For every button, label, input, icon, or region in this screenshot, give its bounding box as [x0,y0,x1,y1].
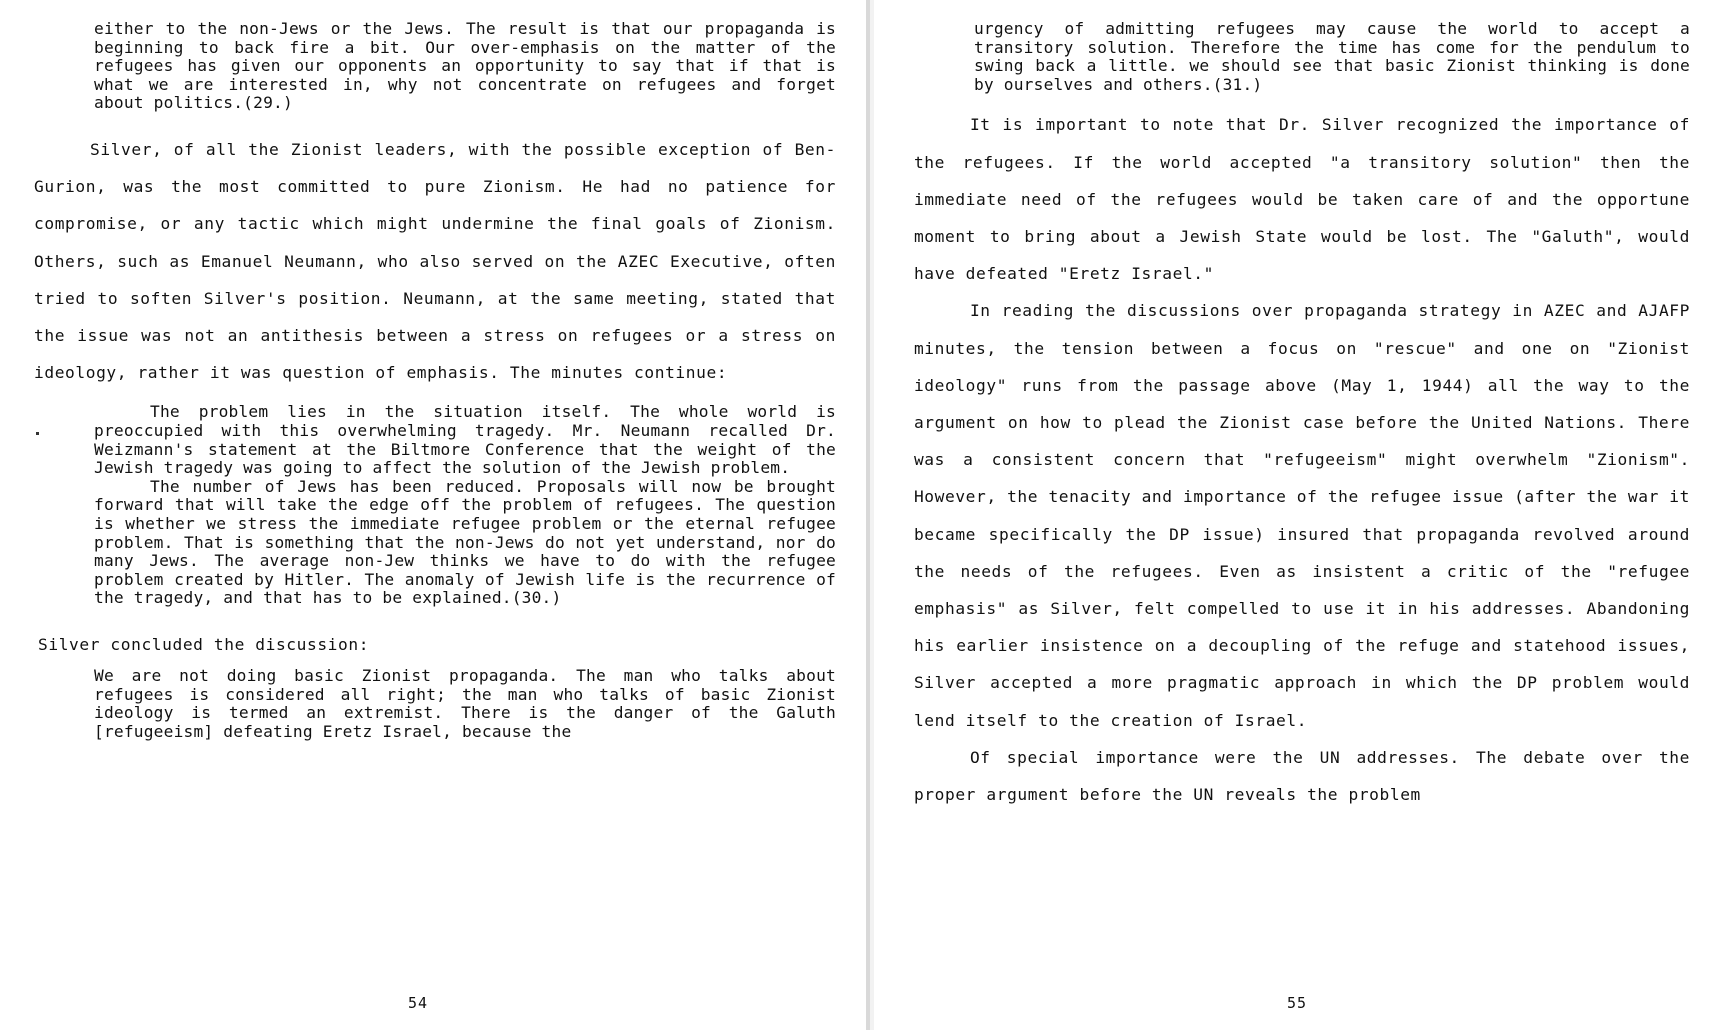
lead-in-text: Silver concluded the discussion: [38,634,370,654]
page-number: 54 [407,994,429,1012]
block-quote-top: urgency of admitting refugees may cause the world to accept a transitory solution. Therefore the time has come for the pendulum to swing back a little. we should see that basic Zionist thinking is done by ourselves and others.(31.) [973,19,1690,94]
block-quote-silver: We are not doing basic Zionist propaganda. The man who talks about refugees is considered all right; the man who talks of basic Zionist ideology is termed an extremist. There is the danger of the Galuth [refugeeism] defeating Eretz Israel, because the [94,666,836,741]
quote-text: The problem lies in the situation itself. The whole world is preoccupied with this overwhelming tragedy. Mr. Neumann recalled Dr. Weizmann's statement at the Biltmore Conference that the weight of the Jewish tragedy was going to affect the solution of the Jewish problem. [94,402,836,478]
quote-text: The number of Jews has been reduced. Proposals will now be brought forward that will take the edge off the problem of refugees. The question is whether we stress the immediate refugee problem or the eternal refugee problem. That is something that the non-Jews do not yet understand, nor do many Jews. The average non-Jew thinks we have to do with the refugee problem created by Hitler. The anomaly of Jewish life is the recurrence of the tragedy, and that has to be explained.(30.) [94,476,836,608]
block-quote-neumann-1 [34,403,836,608]
page-number: 55 [1286,994,1307,1012]
body-paragraph: Silver, of all the Zionist leaders, with the possible exception of Ben-Gurion, was the most committed to pure Zionism. He had no patience for compromise, or any tactic which might undermine the final goals of Zionism. Others, such as Emanuel Neumann, who also served on the AZEC Executive, often tried to soften Silver's position. Neumann, at the same meeting, stated that the issue was not an antithesis between a stress on refugees or a stress on ideology, rather it was question of emphasis. The minutes continue: [34,139,836,383]
page-55 [874,0,1720,1030]
scan-speck [36,432,39,435]
page-gutter [866,0,870,1030]
body-paragraph: Of special importance were the UN addresses. The debate over the proper argument before the UN reveals the problem [913,747,1690,805]
block-quote-top: either to the non-Jews or the Jews. The result is that our propaganda is beginning to back fire a bit. Our over-emphasis on the matter of the refugees has given our opponents an opportunity to say that if that is what we are interested in, why not concentrate on refugees and forget about politics.(29.) [94,19,836,113]
body-paragraph: In reading the discussions over propaganda strategy in AZEC and AJAFP minutes, the tension between a focus on "rescue" and one on "Zionist ideology" runs from the passage above (May 1, 1944) all the way to the argument on how to plead the Zionist case before the United Nations. There was a consistent concern that "refugeeism" might overwhelm "Zionism". However, the tenacity and importance of the refugee issue (after the war it became specifically the DP issue) insured that propaganda revolved around the needs of the refugees. Even as insistent a critic of the "refugee emphasis" as Silver, felt compelled to use it in his addresses. Abandoning his earlier insistence on a decoupling of the refuge and statehood issues, Silver accepted a more pragmatic approach in which the DP problem would lend itself to the creation of Israel. [913,301,1690,730]
body-paragraph: It is important to note that Dr. Silver recognized the importance of the refugees. If the world accepted "a transitory solution" then the immediate need of the refugees would be taken care of and the opportune moment to bring about a Jewish State would be lost. The "Galuth", would have defeated "Eretz Israel." [913,115,1690,284]
